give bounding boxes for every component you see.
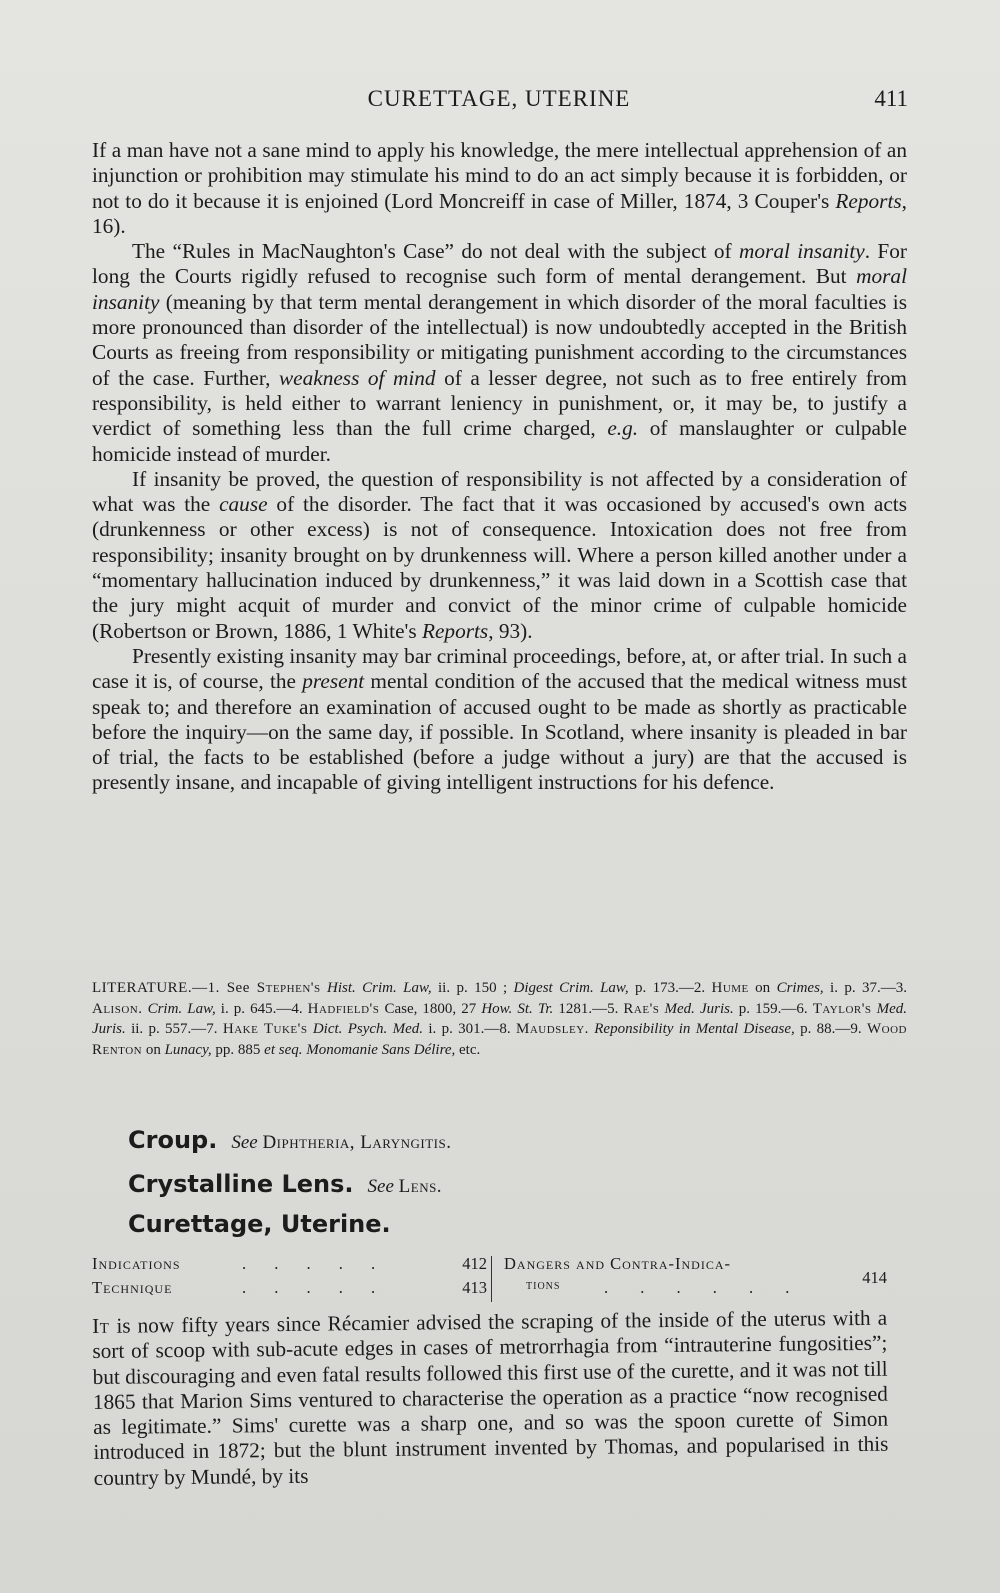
contents-row (92, 1278, 487, 1302)
reference-target: Diphtheria, Laryngitis. (262, 1132, 452, 1153)
text-run: i. p. 645.—4. (215, 1000, 308, 1017)
text-run: on (142, 1041, 165, 1058)
paragraph (92, 138, 907, 239)
text-run: LITERATURE.—1. See (92, 980, 257, 996)
entry-curettage-uterine (128, 1210, 391, 1238)
text-run: p. 173.—2. (628, 980, 712, 996)
italic-run: et seq. (264, 1041, 303, 1058)
italic-run: Reports (421, 618, 489, 643)
author: Stephen's (256, 980, 321, 996)
author: Hadfield's (307, 1000, 380, 1017)
italic-run: Lunacy, (164, 1041, 212, 1058)
paragraph (92, 239, 907, 467)
contents-page: 413 (462, 1278, 487, 1297)
text-run: , 93). (488, 618, 533, 643)
text-run: ii. p. 557.—7. (125, 1021, 223, 1037)
contents-label: Technique (92, 1278, 173, 1297)
contents-label-continued: tions (526, 1278, 561, 1293)
text-run: p. 88.—9. (794, 1021, 868, 1037)
entry-title: Curettage, Uterine. (128, 1210, 391, 1238)
text-run: mental condition of the accused that the medical witness must speak to; and therefore an examination of accused ought to be made as shortly as practicable before the inquiry—on the same day, if possible. In Scotland, where insanity is pleaded in bar of trial, the facts to be established (before a judge without a jury) are that the accused is presently insane, and incapable of giving intelligent instructions for his defence. (92, 669, 907, 795)
italic-run: Reports (835, 188, 902, 213)
text-run: 1281.—5. (553, 1000, 624, 1017)
italic-run: moral insanity (92, 264, 907, 314)
text-run: , 16). (92, 188, 907, 238)
section-contents (92, 1254, 887, 1304)
text-run: Presently existing insanity may bar criminal proceedings, before, at, or after trial. In such a case it is, of course, the (92, 643, 907, 694)
author: Rae's (623, 1000, 660, 1017)
contents-label: Dangers and Contra-Indica- (504, 1254, 731, 1273)
page-number: 411 (874, 86, 908, 111)
body-text (92, 138, 907, 796)
author: Wood Renton (92, 1021, 908, 1058)
text-run: (meaning by that term mental derangement in which disorder of the moral faculties is more pronounced than disorder of the intellectual) is now undoubtedly accepted in the British Courts as freeing from responsibility or mitigating punishment according to the circumstances of the case. Further, (92, 289, 907, 390)
text-run: i. p. 37.—3. (823, 980, 907, 996)
italic-run: Med. Juris. (92, 1000, 908, 1037)
see-word: See (231, 1132, 258, 1153)
see-word: See (367, 1176, 394, 1197)
italic-run: moral insanity (739, 239, 865, 264)
italic-run: Hist. Crim. Law, (326, 980, 432, 996)
author: Maudsley. (516, 1021, 589, 1037)
italic-run: Crimes, (776, 980, 824, 996)
entry-title: Croup. (128, 1126, 218, 1154)
leader-dots: . . . . . (242, 1278, 388, 1297)
entry-crystalline-lens (128, 1170, 442, 1198)
text-run: p. 159.—6. (733, 1000, 813, 1017)
running-title: CURETTAGE, UTERINE (367, 86, 631, 111)
italic-run: Digest Crim. Law, (513, 980, 629, 996)
text-run: . For long the Courts rigidly refused to recognise such form of mental derangement. But (92, 239, 907, 289)
text-run: The “Rules in MacNaughton's Case” do not deal with the subject of (132, 239, 739, 264)
see-reference (368, 1176, 443, 1197)
italic-run: e.g. (607, 416, 639, 441)
italic-run: How. St. Tr. (481, 1000, 554, 1017)
italic-run: present (302, 669, 365, 694)
text-run: If insanity be proved, the question of responsibility is not affected by a consideration of what was the (92, 466, 907, 517)
paragraph (92, 644, 907, 796)
leader-dots: . . . . . (242, 1254, 388, 1273)
text-run: on (748, 980, 777, 996)
column-divider (491, 1256, 492, 1302)
curettage-paragraph (92, 1306, 889, 1491)
text-run: of the disorder. The fact that it was occasioned by accused's own acts (drunkenness or other excess) is not of consequence. Intoxication does not free from responsibility; insanity brought on by drunkenness will. Where a person killed another under a “momentary hallucination induced by drunkenness,” it was laid down in a Scottish case that the jury might acquit of murder and convict of the minor crime of culpable homicide (Robertson or Brown, 1886, 1 White's (92, 492, 907, 643)
entry-croup (128, 1126, 451, 1154)
text-run: ii. p. 150 ; (431, 980, 514, 996)
contents-page: 412 (462, 1254, 487, 1273)
contents-left-column (92, 1254, 487, 1302)
italic-run: Crim. Law, (147, 1000, 216, 1017)
text-run: etc. (455, 1041, 481, 1058)
text-run: i. p. 301.—8. (423, 1021, 516, 1037)
italic-run: cause (219, 492, 268, 517)
contents-right-column (504, 1254, 887, 1304)
reference-target: Lens. (398, 1176, 443, 1197)
text-run: If a man have not a sane mind to apply his knowledge, the mere intellectual apprehension of an injunction or prohibition may stimulate his mind to do an act simply because it is forbidden, or not to do it because it is enjoined (Lord Moncreiff in case of Miller, 1874, 3 Couper's (92, 138, 907, 213)
author: Hake Tuke's (222, 1021, 308, 1037)
italic-run: Dict. Psych. Med. (312, 1021, 424, 1037)
contents-label: Indications (92, 1254, 181, 1273)
text-run: is now fifty years since Récamier advised the scraping of the inside of the uterus with a sort of scoop with sub-acute edges in cases of metrorrhagia from “intrauterine fungosities”; but discouraging and even fatal results followed this first use of the curette, and it was not till 1865 that Marion Sims ventured to characterise the operation as a practice “now recognised as legitimate.” Sims' curette was a sharp one, and so was the spoon curette of Simon introduced in 1872; but the blunt instrument invented by Thomas, and popularised in this country by Mundé, by its (92, 1305, 889, 1490)
literature-references (92, 978, 907, 1060)
author: Alison. (92, 1000, 143, 1017)
author: Taylor's (812, 1000, 872, 1017)
contents-page: 414 (862, 1268, 887, 1287)
paragraph (92, 467, 907, 644)
text-run: pp. 885 (211, 1041, 265, 1058)
contents-row (92, 1254, 487, 1278)
italic-run: Monomanie Sans Délire, (306, 1041, 456, 1058)
author: Hume (711, 980, 749, 996)
page-header (90, 86, 908, 116)
text-run: of a lesser degree, not such as to free entirely from responsibility, is held either to warrant leniency in punishment, or, it may be, to justify a verdict of something less than the full crime charged, (92, 365, 907, 441)
text-run: Case, 1800, 27 (379, 1000, 482, 1017)
entry-title: Crystalline Lens. (128, 1170, 354, 1198)
italic-run: Reponsibility in Mental Disease, (594, 1021, 795, 1037)
see-reference (231, 1132, 451, 1153)
italic-run: weakness of mind (278, 365, 436, 390)
italic-run: Med. Juris. (664, 1000, 734, 1017)
text-run: of manslaughter or culpable homicide instead of murder. (92, 416, 907, 466)
lead-word: It (92, 1313, 110, 1338)
leader-dots: . . . . . . (604, 1278, 804, 1297)
